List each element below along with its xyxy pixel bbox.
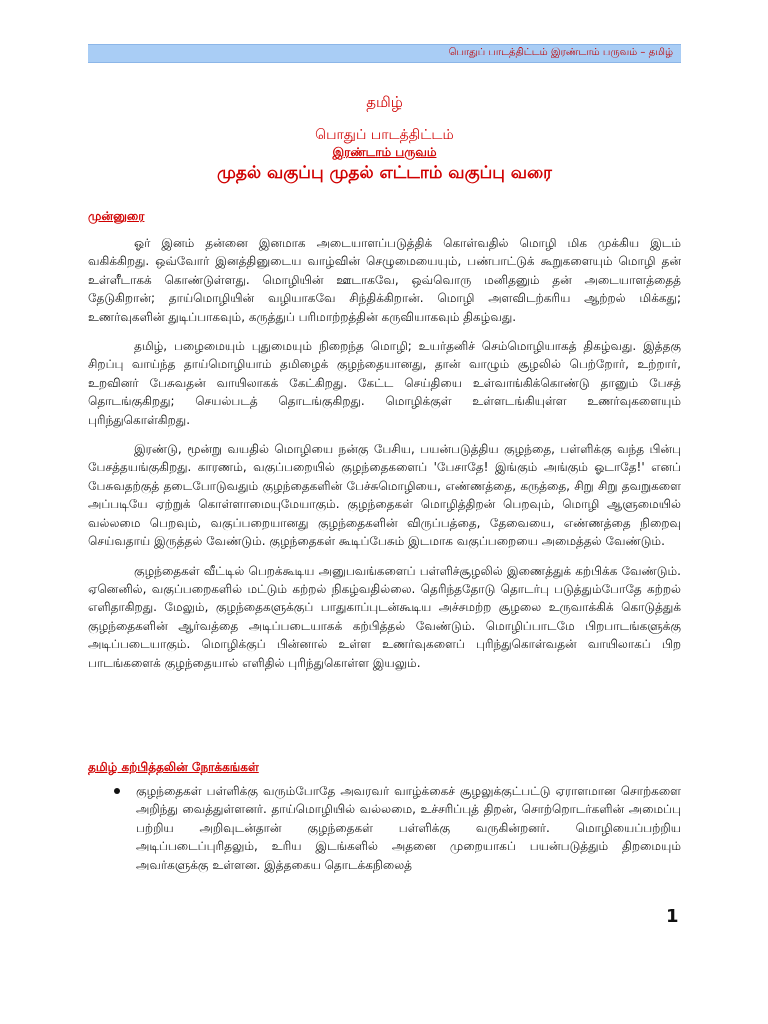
intro-paragraph-2: தமிழ், பழைமையும் புதுமையும் நிறைந்த மொழி; உயர்தனிச் செம்மொழியாகத் திகழ்வது. இத்தகு சிறப்பு வாய்ந்த தாய்மொழியாம் தமிழைக் குழந்தையானது, தான் வாழும் சூழலில் பெற்றோர், உற்றார், உறவினர் பேசுவதன் வாயிலாகக் கேட்கிறது. கேட்ட செய்தியை உள்வாங்கிக்கொண்டு தானும் பேசத் தொடங்குகிறது; செயல்படத் தொடங்குகிறது. மொழிக்குள் உள்ளடங்கியுள்ள உணர்வுகளையும் புரிந்துகொள்கிறது. [88, 339, 681, 427]
grades-title: முதல் வகுப்பு முதல் எட்டாம் வகுப்பு வரை [217, 163, 552, 183]
curriculum-title: பொதுப் பாடத்திட்டம் [315, 127, 454, 143]
objective-item [88, 782, 681, 874]
page-number: 1 [666, 906, 679, 927]
title-block [88, 90, 681, 186]
intro-content [88, 234, 681, 683]
intro-paragraph-3: இரண்டு, மூன்று வயதில் மொழியை நன்கு பேசிய, பயன்படுத்திய குழந்தை, பள்ளிக்கு வந்த பின்பு பேசத்தயங்குகிறது. காரணம், வகுப்பறையில் குழந்தைகளைப் 'பேசாதே! இங்கும் அங்கும் ஓடாதே!' எனப் பேசுவதற்குத் தடைபோடுவதும் குழந்தைகளின் பேச்சுமொழியை, எண்ணத்தை, கருத்தை, சிறு சிறு தவறுகளை அப்படியே ஏற்றுக் கொள்ளாமையுமேயாகும். குழந்தைகள் மொழித்திறன் பெறவும், மொழி ஆளுமையில் வல்லமை பெறவும், வகுப்பறையானது குழந்தைகளின் விருப்பத்தை, தேவையை, எண்ணத்தை நிறைவு செய்வதாய் இருத்தல் வேண்டும். குழந்தைகள் கூடிப்பேசும் இடமாக வகுப்பறையை அமைத்தல் வேண்டும். [88, 442, 681, 549]
subject-title: தமிழ் [366, 93, 403, 111]
bullet-icon [114, 788, 120, 794]
running-header-title: பொதுப் பாடத்திட்டம் இரண்டாம் பருவம் – தமிழ் [448, 47, 673, 58]
intro-heading: முன்னுரை [88, 209, 145, 223]
objectives-list [88, 782, 681, 874]
running-header-band [88, 44, 681, 63]
term-title: இரண்டாம் பருவம் [332, 145, 437, 159]
objective-text: குழந்தைகள் பள்ளிக்கு வரும்போதே அவரவர் வாழ்க்கைச் சூழலுக்குட்பட்டு ஏராளமான சொற்களை அறிந்து வைத்துள்ளனர். தாய்மொழியில் வல்லமை, உச்சரிப்புத் திறன், சொற்றொடர்களின் அமைப்பு பற்றிய அறிவுடன்தான் குழந்தைகள் பள்ளிக்கு வருகின்றனர். மொழியைப்பற்றிய அடிப்படைப்புரிதலும், உரிய இடங்களில் அதனை முறையாகப் பயன்படுத்தும் திறமையும் அவர்களுக்கு உள்ளன. இத்தகைய தொடக்கநிலைத் [136, 784, 681, 872]
objectives-heading: தமிழ் கற்பித்தலின் நோக்கங்கள் [88, 760, 259, 774]
intro-paragraph-1: ஓர் இனம் தன்னை இனமாக அடையாளப்படுத்திக் கொள்வதில் மொழி மிக முக்கிய இடம் வகிக்கிறது. ஒவ்வோர் இனத்தினுடைய வாழ்வின் செழுமையையும், பண்பாட்டுக் கூறுகளையும் மொழி தன் உள்ளீடாகக் கொண்டுள்ளது. மொழியின் ஊடாகவே, ஒவ்வொரு மனிதனும் தன் அடையாளத்தைத் தேடுகிறான்; தாய்மொழியின் வழியாகவே சிந்திக்கிறான். மொழி அளவிடற்கரிய ஆற்றல் மிக்கது; உணர்வுகளின் துடிப்பாகவும், கருத்துப் பரிமாற்றத்தின் கருவியாகவும் திகழ்வது. [88, 236, 681, 324]
intro-paragraph-4: குழந்தைகள் வீட்டில் பெறக்கூடிய அனுபவங்களைப் பள்ளிச்சூழலில் இணைத்துக் கற்பிக்க வேண்டும். ஏனெனில், வகுப்பறைகளில் மட்டும் கற்றல் நிகழ்வதில்லை. தெரிந்ததோடு தொடர்பு படுத்தும்போதே கற்றல் எளிதாகிறது. மேலும், குழந்தைகளுக்குப் பாதுகாப்புடன்கூடிய அச்சமற்ற சூழலை உருவாக்கிக் கொடுத்துக் குழந்தைகளின் ஆர்வத்தை அடிப்படையாகக் கற்பித்தல் வேண்டும். மொழிப்பாடமே பிறபாடங்களுக்கு அடிப்படையாகும். மொழிக்குப் பின்னால் உள்ள உணர்வுகளைப் புரிந்துகொள்வதன் வாயிலாகப் பிற பாடங்களைக் குழந்தையால் எளிதில் புரிந்துகொள்ள இயலும். [88, 563, 681, 670]
